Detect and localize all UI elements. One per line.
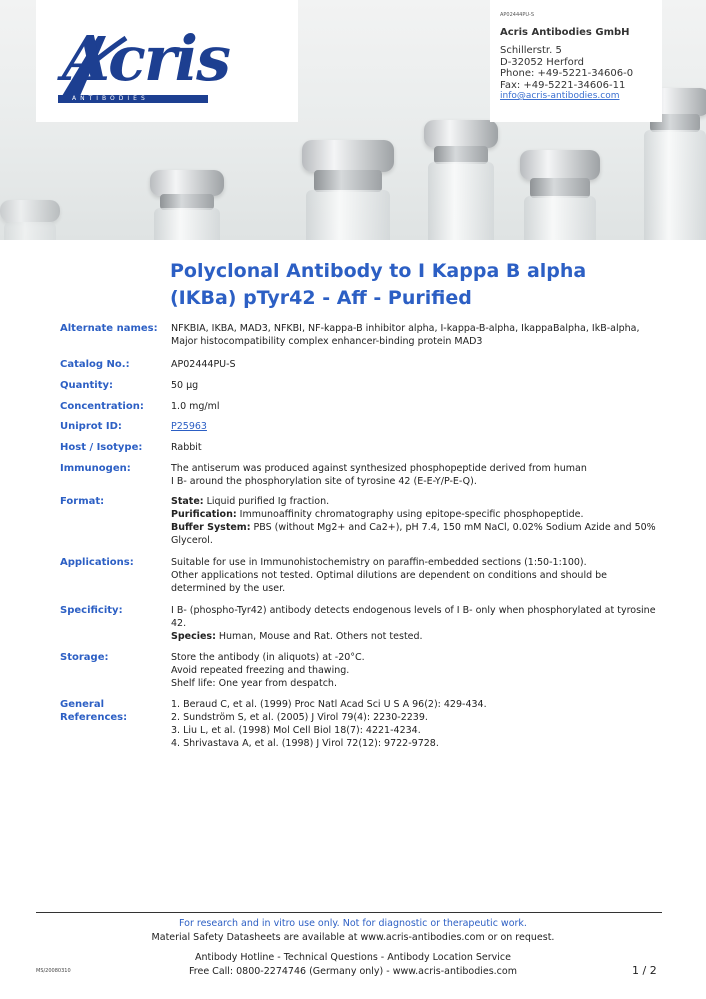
spec-value: NFKBIA, IKBA, MAD3, NFKBI, NF-kappa-B inhibitor alpha, I-kappa-B-alpha, IkappaBalpha, IkB-alpha, Major histocompatibility complex enhancer-binding protein MAD3 <box>171 323 640 347</box>
page-number: 1 / 2 <box>632 964 657 977</box>
hotline-text: Antibody Hotline - Technical Questions - Antibody Location Service <box>195 952 511 963</box>
spec-value: 1.0 mg/ml <box>171 401 220 412</box>
applications-line: Other applications not tested. Optimal dilutions are dependent on conditions and should be determined by the user. <box>171 570 608 594</box>
spec-value: Rabbit <box>171 442 202 453</box>
spec-label: Catalog No.: <box>60 359 130 370</box>
format-buffer-value: PBS (without Mg2+ and Ca2+), pH 7.4, 150 mM NaCl, 0.02% Sodium Azide and 50% Glycerol. <box>171 522 656 546</box>
spec-label: Format: <box>60 496 105 507</box>
freecall-text: Free Call: 0800-2274746 (Germany only) - www.acris-antibodies.com <box>189 966 517 977</box>
spec-label: Specificity: <box>60 605 123 616</box>
uniprot-link[interactable]: P25963 <box>171 421 207 432</box>
spec-value <box>171 462 656 488</box>
spec-value <box>171 698 656 750</box>
species-value: Human, Mouse and Rat. Others not tested. <box>215 631 423 642</box>
header-image <box>0 0 706 240</box>
format-buffer <box>171 521 656 547</box>
msds-notice: Material Safety Datasheets are available at www.acris-antibodies.com or on request. <box>151 932 555 943</box>
spec-label: Quantity: <box>60 380 113 391</box>
footer-divider <box>36 912 662 913</box>
format-state-value: Liquid purified Ig fraction. <box>203 496 330 507</box>
applications-line: Suitable for use in Immunohistochemistry on paraffin-embedded sections (1:50-1:100). <box>171 557 587 568</box>
format-purification <box>171 508 656 521</box>
title-line: Polyclonal Antibody to I Kappa B alpha <box>170 260 587 282</box>
spec-label: Concentration: <box>60 401 144 412</box>
spec-label <box>60 698 168 724</box>
reference-item: 3. Liu L, et al. (1998) Mol Cell Biol 18(7): 4221-4234. <box>171 725 421 736</box>
spec-value <box>171 420 656 433</box>
phone-number: Phone: +49-5221-34606-0 <box>500 68 634 79</box>
spec-label: Host / Isotype: <box>60 442 143 453</box>
reference-item: 4. Shrivastava A, et al. (1998) J Virol 72(12): 9722-9728. <box>171 738 439 749</box>
specificity-species <box>171 630 656 643</box>
immunogen-line: The antiserum was produced against synthesized phosphopeptide derived from human <box>171 463 587 474</box>
format-purification-label: Purification: <box>171 509 237 520</box>
references-label-line: References: <box>60 712 128 723</box>
spec-label: Applications: <box>60 557 134 568</box>
spec-value <box>171 651 656 690</box>
spec-value <box>171 556 656 595</box>
spec-value <box>171 495 656 547</box>
logo-text: Acris <box>62 22 229 95</box>
reference-code: AP02444PU-S <box>500 12 534 18</box>
specificity-line: I B- (phospho-Tyr42) antibody detects endogenous levels of I B- only when phosphorylated at tyrosine 42. <box>171 605 656 629</box>
email-link[interactable]: info@acris-antibodies.com <box>500 91 620 101</box>
address-line: D-32052 Herford <box>500 56 585 68</box>
species-label: Species: <box>171 631 216 642</box>
spec-label: Uniprot ID: <box>60 421 122 432</box>
fax-number: Fax: +49-5221-34606-11 <box>500 79 626 91</box>
company-name: Acris Antibodies GmbH <box>500 26 630 38</box>
spec-value: 50 µg <box>171 380 199 391</box>
format-state-label: State: <box>171 496 204 507</box>
storage-line: Store the antibody (in aliquots) at -20°C. <box>171 652 365 663</box>
format-purification-value: Immunoaffinity chromatography using epitope-specific phosphopeptide. <box>236 509 584 520</box>
format-buffer-label: Buffer System: <box>171 522 251 533</box>
address-line: Schillerstr. 5 <box>500 45 562 56</box>
immunogen-line: I B- around the phosphorylation site of tyrosine 42 (E-E-Y/P-E-Q). <box>171 476 477 487</box>
storage-line: Avoid repeated freezing and thawing. <box>171 665 350 676</box>
spec-label: Immunogen: <box>60 463 131 474</box>
format-state <box>171 495 656 508</box>
reference-item: 1. Beraud C, et al. (1999) Proc Natl Acad Sci U S A 96(2): 429-434. <box>171 699 487 710</box>
contact-block <box>500 10 633 103</box>
spec-label: Storage: <box>60 652 109 663</box>
references-label-line: General <box>60 699 104 710</box>
document-code: MS/20080310 <box>36 968 71 974</box>
spec-value: AP02444PU-S <box>171 359 236 370</box>
spec-value <box>171 604 656 643</box>
reference-item: 2. Sundström S, et al. (2005) J Virol 79(4): 2230-2239. <box>171 712 428 723</box>
storage-line: Shelf life: One year from despatch. <box>171 678 337 689</box>
research-notice: For research and in vitro use only. Not for diagnostic or therapeutic work. <box>179 918 527 929</box>
product-title <box>170 258 650 312</box>
logo-subtext: ANTIBODIES <box>72 95 149 102</box>
title-line: (IKBa) pTyr42 - Aff - Purified <box>170 287 472 309</box>
spec-label: Alternate names: <box>60 323 158 334</box>
